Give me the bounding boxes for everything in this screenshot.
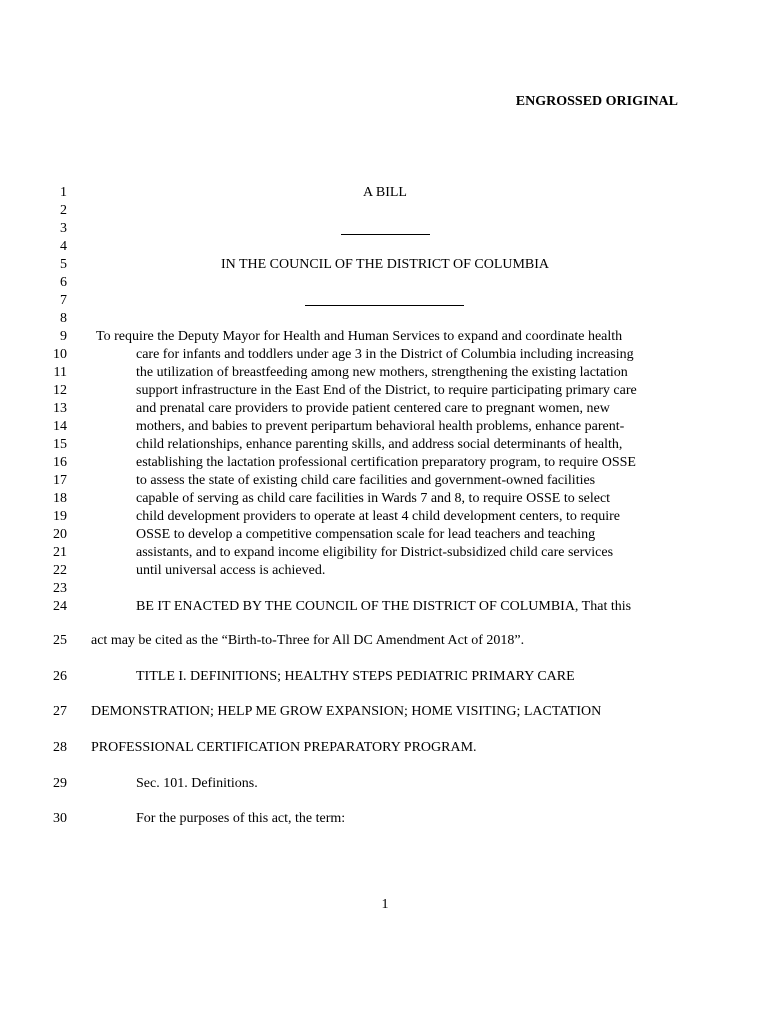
title-heading-line: DEMONSTRATION; HELP ME GROW EXPANSION; HOME VISITING; LACTATION — [91, 704, 602, 719]
long-title-line: establishing the lactation professional certification preparatory program, to require OSSE — [136, 455, 636, 470]
title-heading-line: TITLE I. DEFINITIONS; HEALTHY STEPS PEDIATRIC PRIMARY CARE — [136, 669, 575, 684]
line-number: 17 — [53, 473, 67, 488]
section-heading: Sec. 101. Definitions. — [136, 776, 258, 791]
long-title-line: support infrastructure in the East End of the District, to require participating primary care — [136, 383, 637, 398]
line-number: 12 — [53, 383, 67, 398]
separator-rule — [305, 305, 464, 306]
line-number: 18 — [53, 491, 67, 506]
bill-heading: A BILL — [363, 185, 407, 200]
line-number: 21 — [53, 545, 67, 560]
separator-rule — [341, 234, 430, 235]
council-heading: IN THE COUNCIL OF THE DISTRICT OF COLUMBIA — [220, 257, 550, 272]
long-title-line: capable of serving as child care facilities in Wards 7 and 8, to require OSSE to select — [136, 491, 611, 506]
long-title-line: OSSE to develop a competitive compensation scale for lead teachers and teaching — [136, 527, 596, 542]
definitions-intro: For the purposes of this act, the term: — [136, 811, 346, 826]
line-number: 11 — [53, 365, 67, 380]
long-title-line: care for infants and toddlers under age 3 in the District of Columbia including increasing — [136, 347, 634, 362]
line-number: 5 — [60, 257, 67, 272]
line-number: 22 — [53, 563, 67, 578]
title-heading-line: PROFESSIONAL CERTIFICATION PREPARATORY PROGRAM. — [91, 740, 477, 755]
engrossed-header: ENGROSSED ORIGINAL — [515, 94, 678, 109]
line-number: 30 — [53, 811, 67, 826]
line-number: 15 — [53, 437, 67, 452]
line-number: 16 — [53, 455, 67, 470]
line-number: 20 — [53, 527, 67, 542]
page-number: 1 — [381, 897, 389, 912]
long-title-line: mothers, and babies to prevent peripartum behavioral health problems, enhance parent- — [136, 419, 625, 434]
line-number: 7 — [60, 293, 67, 308]
long-title-line: assistants, and to expand income eligibility for District-subsidized child care services — [136, 545, 614, 560]
line-number: 4 — [60, 239, 67, 254]
line-number: 14 — [53, 419, 67, 434]
line-number: 6 — [60, 275, 67, 290]
long-title-line: child development providers to operate at least 4 child development centers, to require — [136, 509, 620, 524]
line-number: 9 — [60, 329, 67, 344]
line-number: 24 — [53, 599, 67, 614]
long-title-line: child relationships, enhance parenting skills, and address social determinants of health, — [136, 437, 623, 452]
line-number: 3 — [60, 221, 67, 236]
line-number: 27 — [53, 704, 67, 719]
line-number: 19 — [53, 509, 67, 524]
short-title-line: act may be cited as the “Birth-to-Three for All DC Amendment Act of 2018”. — [91, 633, 525, 648]
line-number: 8 — [60, 311, 67, 326]
long-title-line: and prenatal care providers to provide patient centered care to pregnant women, new — [136, 401, 610, 416]
line-number: 25 — [53, 633, 67, 648]
long-title-line: the utilization of breastfeeding among new mothers, strengthening the existing lactation — [136, 365, 628, 380]
line-number: 13 — [53, 401, 67, 416]
line-number: 2 — [60, 203, 67, 218]
line-number: 28 — [53, 740, 67, 755]
line-number: 1 — [60, 185, 67, 200]
long-title-line: until universal access is achieved. — [136, 563, 326, 578]
line-number: 29 — [53, 776, 67, 791]
line-number: 23 — [53, 581, 67, 596]
long-title-line: To require the Deputy Mayor for Health and Human Services to expand and coordinate health — [96, 329, 623, 344]
line-number: 26 — [53, 669, 67, 684]
line-number: 10 — [53, 347, 67, 362]
enacting-clause: BE IT ENACTED BY THE COUNCIL OF THE DISTRICT OF COLUMBIA, That this — [136, 599, 632, 614]
long-title-line: to assess the state of existing child care facilities and government-owned facilities — [136, 473, 596, 488]
